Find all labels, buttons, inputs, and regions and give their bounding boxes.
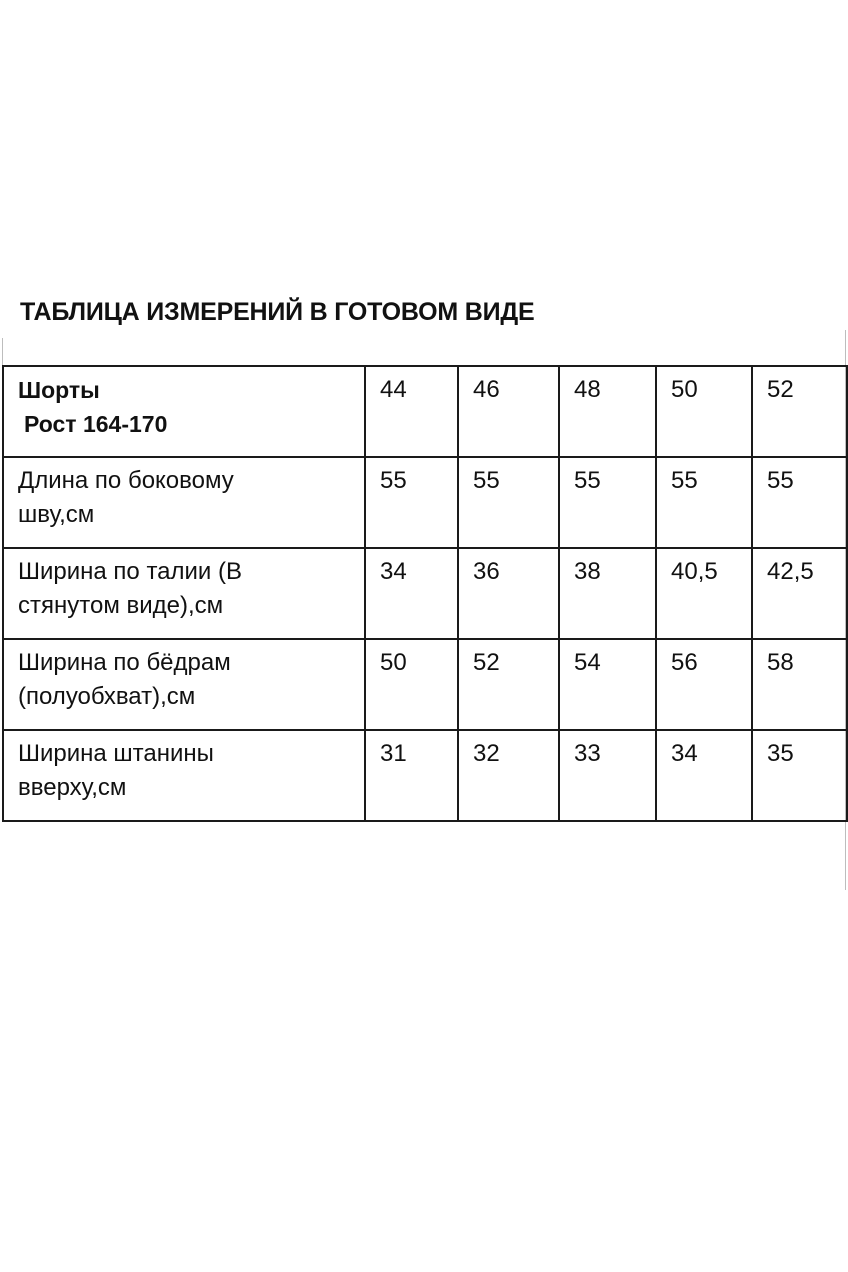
value-cell: 34 [656, 730, 752, 821]
size-header-cell: 48 [559, 366, 656, 457]
header-label-product: Шорты [18, 377, 100, 403]
value-cell: 34 [365, 548, 458, 639]
row-label-line: (полуобхват),см [18, 683, 196, 710]
size-header-cell: 46 [458, 366, 559, 457]
value-cell: 55 [752, 457, 847, 548]
value-cell: 50 [365, 639, 458, 730]
table-row [3, 548, 847, 639]
value-cell: 54 [559, 639, 656, 730]
row-label-line: Ширина по бёдрам [18, 649, 231, 676]
value-cell: 56 [656, 639, 752, 730]
page-edge-left [2, 338, 3, 368]
row-label-line: Ширина штанины [18, 740, 214, 767]
value-cell: 55 [365, 457, 458, 548]
table-row [3, 730, 847, 821]
row-label-line: Ширина по талии (В [18, 558, 242, 585]
value-cell: 58 [752, 639, 847, 730]
table-row [3, 639, 847, 730]
row-label-line: вверху,см [18, 774, 127, 801]
row-label-cell [3, 730, 365, 821]
row-label-cell [3, 639, 365, 730]
value-cell: 35 [752, 730, 847, 821]
value-cell: 55 [458, 457, 559, 548]
value-cell: 38 [559, 548, 656, 639]
row-label-cell [3, 457, 365, 548]
value-cell: 40,5 [656, 548, 752, 639]
size-header-cell: 44 [365, 366, 458, 457]
value-cell: 36 [458, 548, 559, 639]
value-cell: 52 [458, 639, 559, 730]
table-row [3, 457, 847, 548]
size-header-cell: 52 [752, 366, 847, 457]
header-label-cell [3, 366, 365, 457]
size-header-cell: 50 [656, 366, 752, 457]
value-cell: 55 [656, 457, 752, 548]
measurement-table [2, 365, 848, 822]
value-cell: 31 [365, 730, 458, 821]
header-label-height: Рост 164-170 [24, 411, 168, 437]
table-header-row [3, 366, 847, 457]
value-cell: 42,5 [752, 548, 847, 639]
row-label-line: стянутом виде),см [18, 592, 224, 619]
row-label-line: Длина по боковому [18, 467, 234, 494]
row-label-line: шву,см [18, 501, 95, 528]
page-title: ТАБЛИЦА ИЗМЕРЕНИЙ В ГОТОВОМ ВИДЕ [20, 298, 535, 326]
value-cell: 55 [559, 457, 656, 548]
value-cell: 33 [559, 730, 656, 821]
value-cell: 32 [458, 730, 559, 821]
row-label-cell [3, 548, 365, 639]
